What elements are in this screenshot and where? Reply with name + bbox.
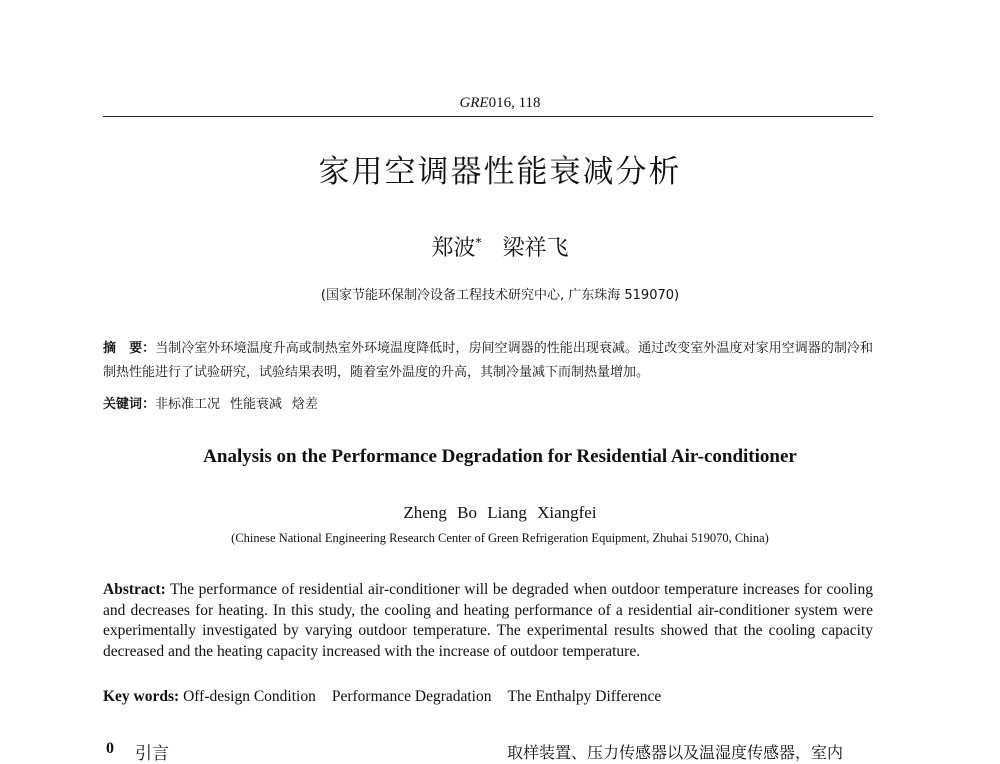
keywords-label-en: Key words: [103, 688, 180, 705]
author-1: 郑波 [431, 236, 476, 261]
keywords-english [103, 688, 873, 706]
abstract-text-cn: 当制冷室外环境温度升高或制热室外环境温度降低时，房间空调器的性能出现衰减。通过改变室外温度对家用空调器的制冷和制热性能进行了试验研究，试验结果表明，随着室外温度的升高，其制冷量减下而制热量增加。 [103, 341, 873, 380]
column-2-text: 取样装置、压力传感器以及温湿度传感器，室内 [507, 743, 844, 762]
section-number: 0 [106, 740, 114, 757]
title-english: Analysis on the Performance Degradation for Residential Air-conditioner [203, 446, 797, 467]
abstract-label-en: Abstract: [103, 581, 166, 598]
keyword-en: Performance Degradation [331, 688, 492, 705]
keyword-en: The Enthalpy Difference [507, 688, 662, 705]
abstract-chinese [103, 337, 873, 385]
title-chinese: 家用空调器性能衰减分析 [318, 154, 682, 190]
affiliation-chinese: (国家节能环保制冷设备工程技术研究中心, 广东珠海 519070) [320, 288, 680, 303]
journal-code: GRE [459, 95, 489, 111]
abstract-text-en: The performance of residential air-conditioner will be degraded when outdoor temperature increases for cooling and decreases for heating. In this study, the cooling and heating performance of a residential air-conditioner system were experimentally investigated by varying outdoor temperature. The experimental results showed that the cooling capacity decreased and the heating capacity increased with the increase of outdoor temperature. [103, 581, 873, 660]
authors-english: Zheng Bo Liang Xiangfei [403, 503, 597, 522]
affiliation-english: (Chinese National Engineering Research Center of Green Refrigeration Equipment, Zhuhai 519070, China) [231, 531, 769, 545]
section-title: 引言 [135, 744, 169, 764]
keyword-en: Off-design Condition [183, 688, 316, 705]
authors-chinese [0, 231, 1000, 262]
keywords-label-cn: 关键词： [103, 397, 156, 412]
keywords-chinese [103, 393, 873, 412]
keyword-cn: 非标准工况 [155, 397, 221, 412]
abstract-label-cn: 摘 要： [103, 341, 156, 356]
running-header [0, 95, 1000, 112]
author-2: 梁祥飞 [502, 236, 569, 261]
keyword-cn: 焓差 [292, 397, 319, 412]
paper-ref: 016, 118 [488, 95, 541, 111]
header-rule [103, 116, 873, 117]
keyword-cn: 性能衰减 [230, 397, 283, 412]
abstract-english [103, 580, 873, 662]
corresponding-mark: * [475, 235, 482, 250]
